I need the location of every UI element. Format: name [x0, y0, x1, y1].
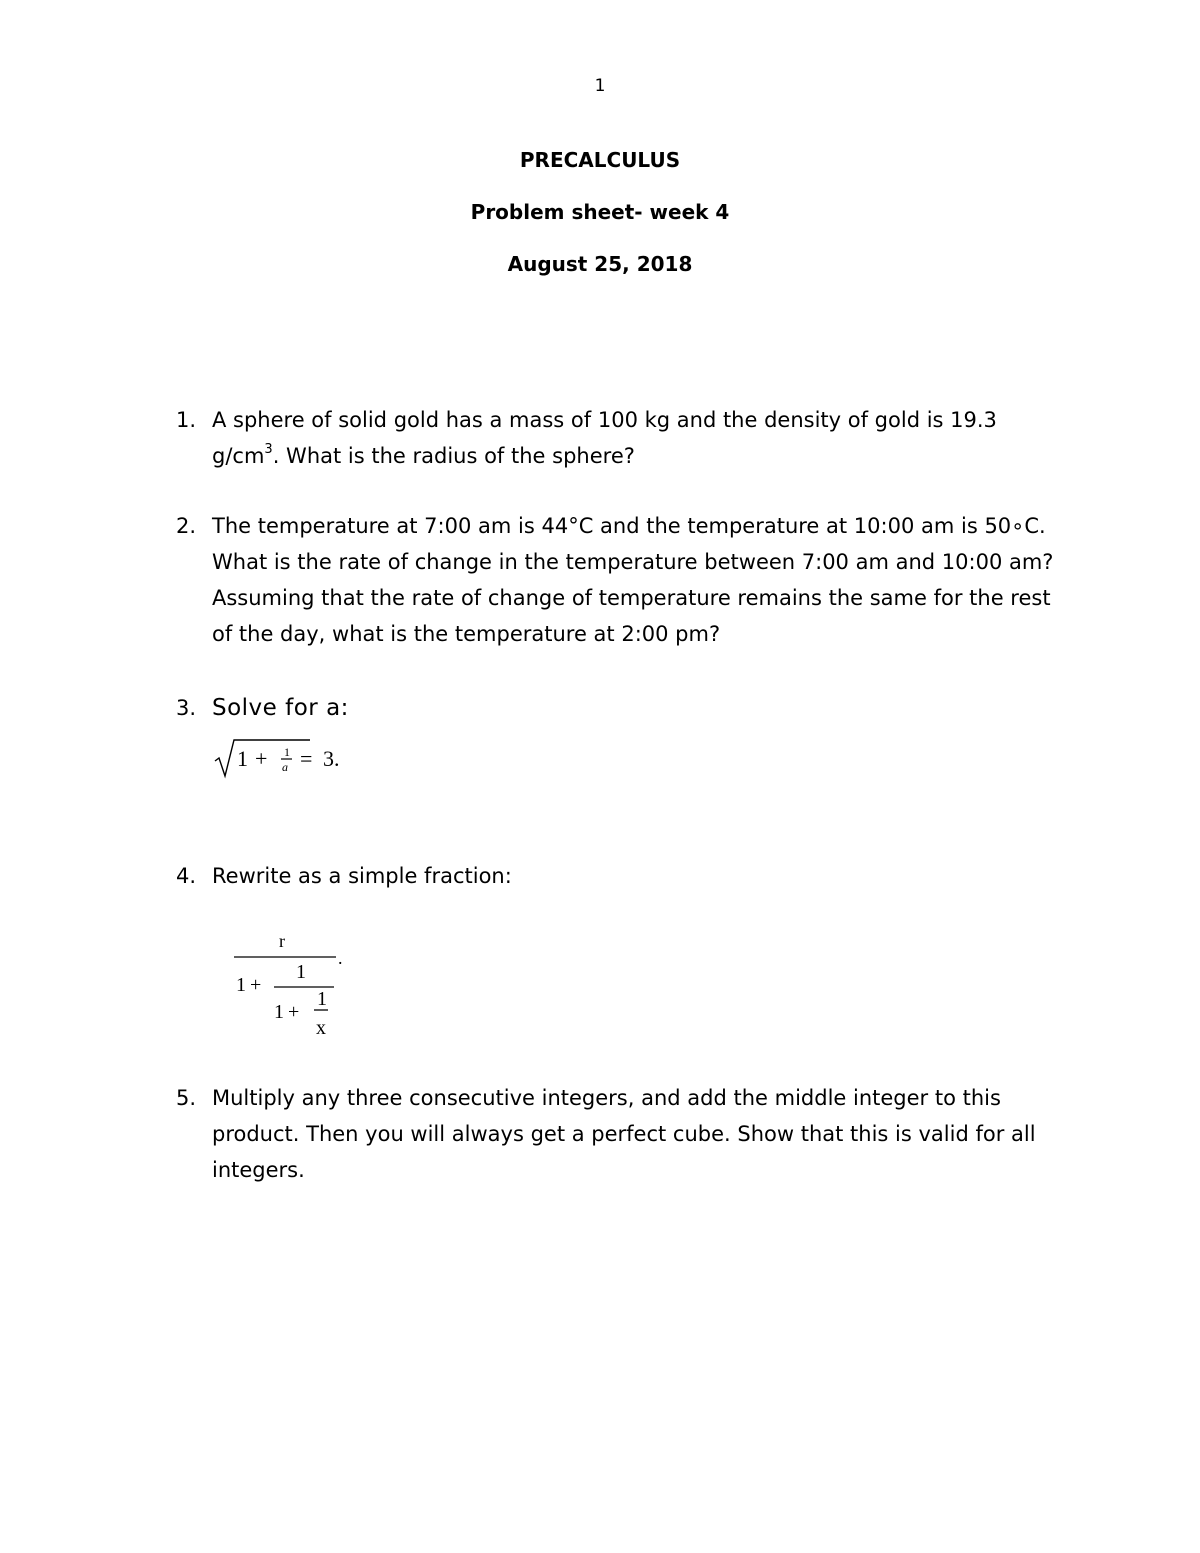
inner-plus: +: [288, 1001, 300, 1023]
sheet-title: Problem sheet- week 4: [470, 200, 730, 224]
problem-5: [176, 1080, 1056, 1188]
problem-text: Solve for a:: [212, 695, 349, 721]
inner-one: 1: [274, 1001, 284, 1023]
problem-4: [176, 858, 1056, 894]
problem-1: [176, 402, 1056, 474]
problem-text: [212, 402, 1056, 474]
frac-top: r: [279, 931, 285, 951]
problem-text-part: A sphere of solid gold has a mass of 100 kg and the density of gold is 19.3 g/cm: [212, 408, 997, 468]
problem-number: 1.: [176, 408, 197, 432]
problem-2: [176, 508, 1056, 652]
continued-fraction: [228, 926, 368, 1041]
problem-number: 3.: [176, 696, 197, 720]
eq-rhs: 3.: [323, 746, 340, 771]
problem-3: [176, 690, 1056, 726]
inner-numerator: 1: [317, 988, 327, 1010]
problem-text-part: . What is the radius of the sphere?: [272, 444, 635, 468]
mid-numerator: 1: [296, 961, 306, 983]
problem-number: 4.: [176, 864, 197, 888]
eq-numerator: 1: [284, 745, 290, 759]
problem-text: Multiply any three consecutive integers, and add the middle integer to this product. Then you will always get a perfect cube. Show that this is valid for all integers.: [212, 1086, 1036, 1182]
sheet-date: August 25, 2018: [507, 252, 693, 276]
equation-sqrt: [210, 734, 360, 784]
inner-denominator: x: [316, 1017, 326, 1039]
problem-text: The temperature at 7:00 am is 44°C and the temperature at 10:00 am is 50∘C. What is the rate of change in the temperature between 7:00 am and 10:00 am? Assuming that the rate of change of temperature remains the same for the rest of the day, what is the temperature at 2:00 pm?: [212, 514, 1054, 646]
outer-one: 1: [236, 974, 246, 996]
problem-number: 2.: [176, 514, 197, 538]
eq-denominator: a: [282, 760, 288, 774]
eq-one: 1: [237, 746, 248, 771]
frac-period: .: [338, 948, 343, 968]
eq-plus: +: [255, 746, 268, 771]
outer-plus: +: [250, 974, 262, 996]
problem-number: 5.: [176, 1086, 197, 1110]
problem-text: Rewrite as a simple fraction:: [212, 864, 512, 888]
page-number: 1: [594, 76, 606, 96]
eq-equals: =: [300, 746, 313, 771]
course-title: PRECALCULUS: [519, 148, 681, 172]
superscript: 3: [264, 442, 273, 457]
